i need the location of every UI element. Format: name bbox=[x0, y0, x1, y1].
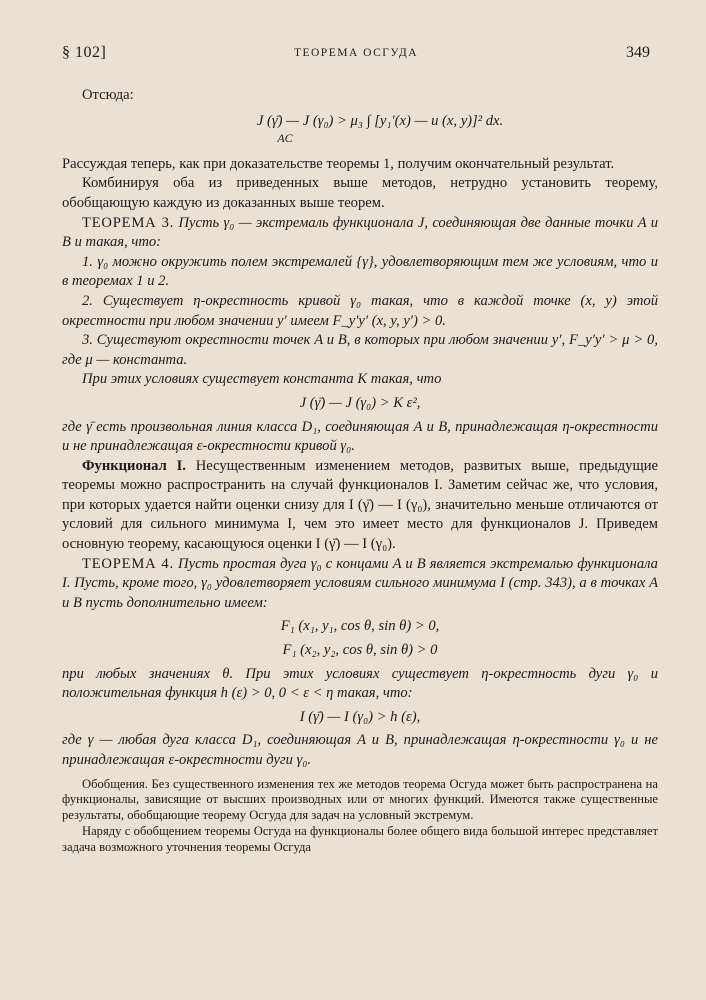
theorem-4-text: Пусть простая дуга γ₀ с концами A и B является экстремалью функционала I. Пусть, кроме того, γ₀ удовлетворяет условиям сильного минимума I (стр. 343), а в точках A и B пусть дополнительно имеем: bbox=[62, 555, 658, 611]
theorem-4 bbox=[62, 555, 658, 614]
theorem-3-where: где γ̄ есть произвольная линия класса D₁, соединяющая A и B, принадлежащая η-окрестности и не принадлежащая ε-окрестности кривой γ₀. bbox=[62, 418, 658, 455]
formula-3: F₁ (x₁, y₁, cos θ, sin θ) > 0, bbox=[280, 618, 440, 635]
running-title: ТЕОРЕМА ОСГУДА bbox=[293, 47, 419, 59]
paragraph-1: Рассуждая теперь, как при доказательстве теоремы 1, получим окончательный результат. bbox=[62, 155, 615, 172]
formula-1: J (γ̄) — J (γ₀) > μ₃ ∫ [y₁′(x) — u (x, y)]² dx. bbox=[256, 112, 504, 129]
theorem-3-condition-1: 1. γ₀ можно окружить полем экстремалей {γ}, удовлетворяющим тем же условиям, что и в теоремах 1 и 2. bbox=[62, 253, 658, 290]
functional-i-text: Несущественным изменением методов, развитых выше, предыдущие теоремы можно распространить на случай функционалов I. Заметим сейчас же, что условия, при которых удается найти оценки снизу для I (γ̄) — I (γ₀), значительно меньше отличаются от условий для сильного минимума I, чем это имеет место для функционалов J. Приведем основную теорему, касающуюся оценки I (γ̄) — I (γ₀). bbox=[62, 457, 658, 553]
paragraph-2: Комбинируя оба из приведенных выше методов, нетрудно установить теорему, обобщающую каждую из доказанных выше теорем. bbox=[62, 175, 658, 211]
running-header bbox=[62, 44, 650, 68]
theorem-3-conclusion: При этих условиях существует константа K такая, что bbox=[82, 371, 442, 388]
page-number: 349 bbox=[626, 44, 650, 61]
formula-4: F₁ (x₂, y₂, cos θ, sin θ) > 0 bbox=[282, 642, 438, 659]
theorem-3-condition-2: 2. Существует η-окрестность кривой γ₀ такая, что в каждой точке (x, y) этой окрестности при любом значении y′ имеем F_y′y′ (x, y, y′) > 0. bbox=[62, 292, 658, 329]
theorem-4-label: ТЕОРЕМА 4. bbox=[82, 555, 174, 572]
functional-i-label: Функционал I. bbox=[82, 457, 186, 474]
formula-5: I (γ̄) — I (γ₀) > h (ε), bbox=[299, 708, 421, 725]
page-body bbox=[62, 86, 658, 856]
theorem-3-condition-3: 3. Существуют окрестности точек A и B, в которых при любом значении y′, F_y′y′ > μ > 0, где μ — константа. bbox=[62, 332, 658, 368]
theorem-4-where: где γ — любая дуга класса D₁, соединяющая A и B, принадлежащая η-окрестности γ₀ и не принадлежащая ε-окрестности дуги γ₀. bbox=[62, 732, 658, 768]
formula-1-subscript: AC bbox=[277, 131, 293, 146]
theorem-4-conclusion: при любых значениях θ. При этих условиях существует η-окрестность дуги γ₀ и положительная функция h (ε) > 0, 0 < ε < η такая, что: bbox=[62, 665, 658, 702]
generalizations-paragraph: Обобщения. Без существенного изменения тех же методов теорема Осгуда может быть распространена на функционалы, зависящие от высших производных или от многих функций. Имеются также существенные результаты, обобщающие теорему Осгуда для задач на условный экстремум. bbox=[62, 776, 658, 823]
theorem-3-label: ТЕОРЕМА 3. bbox=[82, 214, 175, 231]
section-number: § 102] bbox=[62, 44, 107, 61]
functional-i-paragraph bbox=[62, 457, 658, 555]
formula-2: J (γ̄) — J (γ₀) > K ε², bbox=[299, 394, 421, 411]
closing-paragraph: Наряду с обобщением теоремы Осгуда на функционалы более общего вида большой интерес представляет задача возможного уточнения теоремы Осгуда bbox=[62, 823, 658, 854]
theorem-3 bbox=[62, 214, 658, 253]
paragraph-otsyuda: Отсюда: bbox=[82, 87, 134, 103]
theorem-3-text: Пусть γ₀ — экстремаль функционала J, соединяющая две данные точки A и B и такая, что: bbox=[62, 214, 659, 251]
